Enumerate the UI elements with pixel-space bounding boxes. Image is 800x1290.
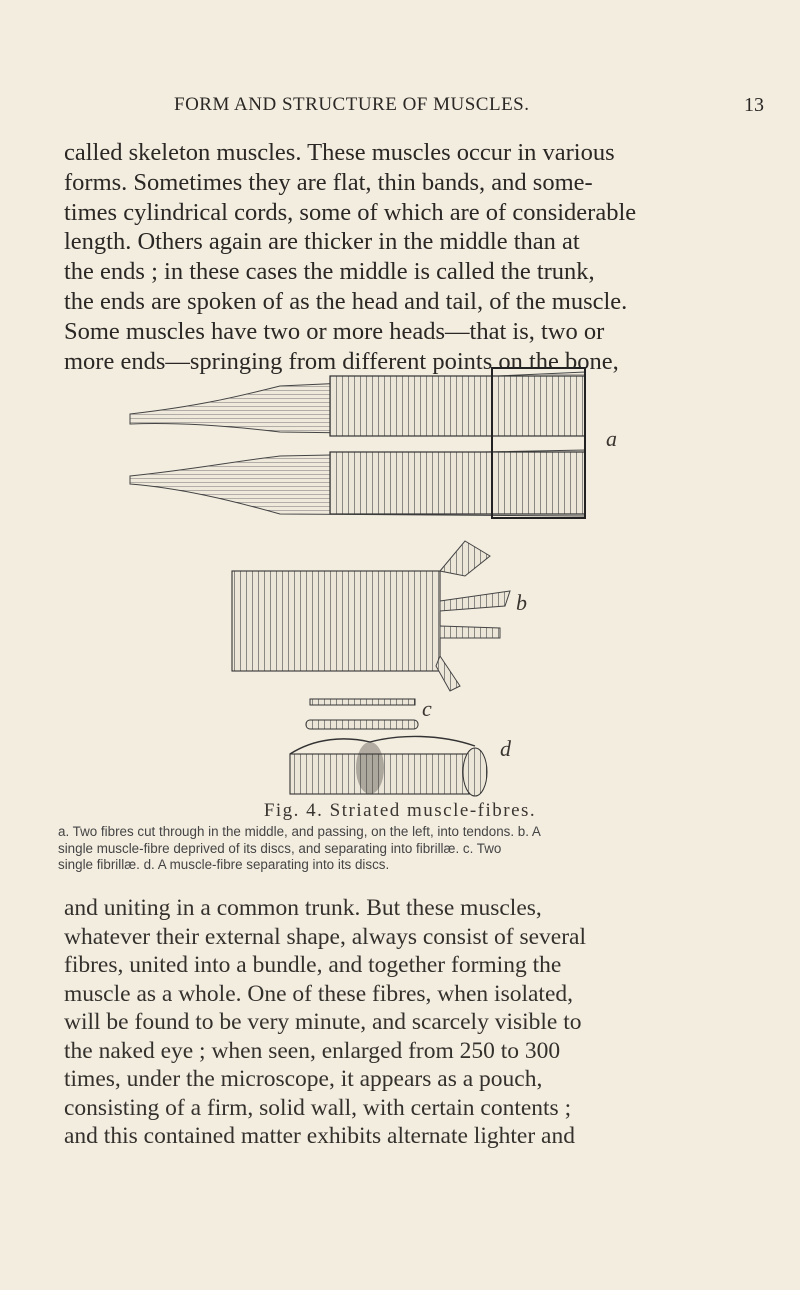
text-line: will be found to be very minute, and scarcely visible to	[64, 1009, 582, 1035]
page-number: 13	[744, 94, 764, 116]
page-header	[64, 94, 764, 124]
caption-line: single muscle-fibre deprived of its discs, and separating into fibrillæ. c. Two	[58, 840, 502, 856]
text-line: and uniting in a common trunk. But these muscles,	[64, 895, 542, 921]
fibrillae-c	[306, 699, 418, 729]
text-line: length. Others again are thicker in the middle than at	[64, 228, 580, 256]
text-line: Some muscles have two or more heads—that is, two or	[64, 317, 605, 345]
fibre-d	[290, 736, 487, 796]
text-line: consisting of a firm, solid wall, with certain contents ;	[64, 1094, 572, 1121]
caption-line: single fibrillæ. d. A muscle-fibre separating into its discs.	[58, 857, 390, 872]
text-line: the naked eye ; when seen, enlarged from 250 to 300	[64, 1037, 561, 1064]
text-line: the ends ; in these cases the middle is called the trunk,	[64, 258, 595, 286]
figure-caption	[58, 824, 778, 874]
text-line: called skeleton muscles. These muscles occur in various	[64, 139, 615, 166]
figure-label-d: d	[500, 736, 511, 761]
text-line: times cylindrical cords, some of which are of considerable	[64, 198, 637, 226]
caption-line: a. Two fibres cut through in the middle, and passing, on the left, into tendons. b. A	[58, 824, 541, 839]
fibre-drawing	[120, 366, 620, 798]
figure-label-b: b	[516, 590, 527, 615]
fibre-a	[130, 368, 585, 518]
text-line: more ends—springing from different points on the bone,	[64, 347, 619, 375]
paragraph-top	[64, 138, 772, 376]
text-line: times, under the microscope, it appears as a pouch,	[64, 1066, 543, 1092]
running-head: FORM AND STRUCTURE OF MUSCLES.	[174, 94, 530, 115]
figure-label-a: a	[606, 426, 617, 451]
figure-label-c: c	[422, 696, 432, 721]
text-line: the ends are spoken of as the head and tail, of the muscle.	[64, 287, 628, 315]
text-line: muscle as a whole. One of these fibres, when isolated,	[64, 980, 574, 1007]
paragraph-bottom	[64, 894, 772, 1151]
muscle-fibre-illustration	[120, 366, 620, 798]
text-line: and this contained matter exhibits alternate lighter and	[64, 1123, 575, 1149]
text-line: forms. Sometimes they are flat, thin bands, and some-	[64, 168, 593, 196]
text-line: fibres, united into a bundle, and together forming the	[64, 952, 562, 978]
fibre-b	[232, 541, 510, 691]
text-line: whatever their external shape, always consist of several	[64, 923, 587, 950]
figure-caption-title: Fig. 4. Striated muscle-fibres.	[263, 800, 537, 821]
